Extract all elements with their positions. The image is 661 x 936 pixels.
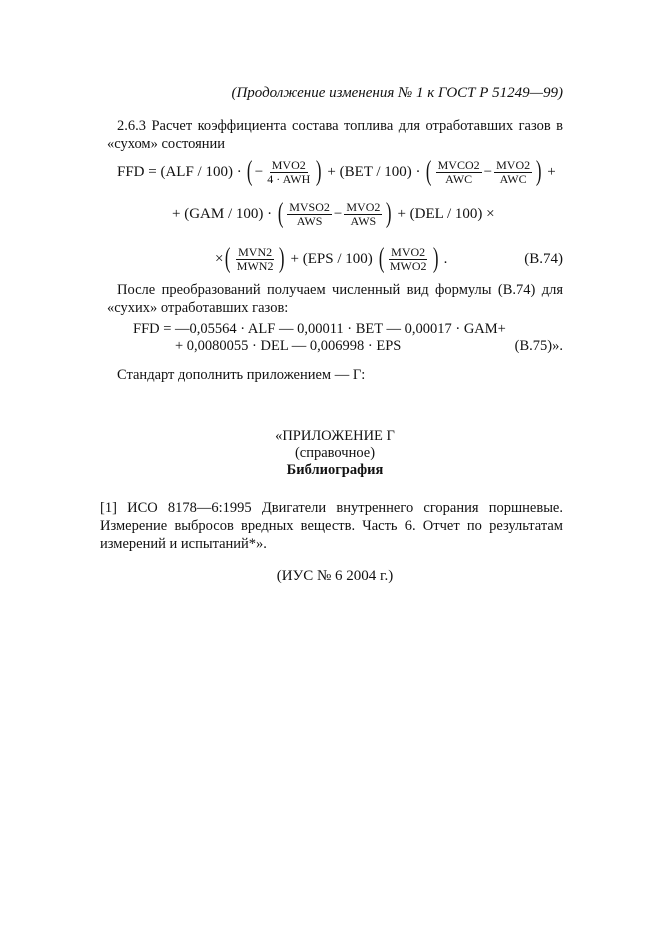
fraction: $\frac{\text{MVCO2}}{\text{AWC}}$ <box>437 157 480 186</box>
appendix-header <box>107 428 563 479</box>
fraction: $\frac{\text{MVN2}}{\text{MWN2}}$ <box>236 244 274 273</box>
formula-b74-line1: FFD = (ALF / 100) · ( − $\frac{\text{MVO2}}{\text{4 · AWH}}$ ) + (BET / 100) · ( $\frac{\text{MVCO2}}{\text{AWC}}$ − $\frac{\text{MVO2}}{\text{AWC}}$ ) + <box>117 156 556 187</box>
formula-b75-line2: + 0,0080055 · DEL — 0,006998 · EPS <box>175 338 402 354</box>
formula-b75-line1: FFD = —0,05564 · ALF — 0,00011 · BET — 0,00017 · GAM+ <box>133 321 506 337</box>
equation-number: (B.74) <box>524 250 563 267</box>
appendix-title: «ПРИЛОЖЕНИЕ Г <box>275 428 395 444</box>
formula-b74-line2: + (GAM / 100) · ( $\frac{\text{MVSO2}}{\text{AWS}}$ − $\frac{\text{MVO2}}{\text{AWS}}$ ) + (DEL / 100) × <box>172 198 495 229</box>
fraction: $\frac{\text{MVO2}}{\text{4 · AWH}}$ <box>267 157 311 186</box>
fraction: $\frac{\text{MVO2}}{\text{AWS}}$ <box>346 199 381 228</box>
appendix-heading: Библиография <box>286 462 384 478</box>
formula-text: + (DEL / 100) × <box>397 205 495 222</box>
bibliography-item: [1] ИСО 8178—6:1995 Двигатели внутреннего сгорания поршневые. Измерение выбросов вредных веществ. Часть 6. Отчет по результатам измерений и испытаний*». <box>100 500 563 552</box>
supplement-note: Стандарт дополнить приложением — Г: <box>117 367 366 383</box>
page-header: (Продолжение изменения № 1 к ГОСТ Р 51249—99) <box>231 85 563 101</box>
formula-text: + (BET / 100) · <box>327 163 421 180</box>
formula-text: + (EPS / 100) <box>290 250 373 267</box>
formula-text: − <box>254 163 264 180</box>
formula-b75 <box>133 321 563 355</box>
formula-text: FFD = (ALF / 100) · <box>117 163 242 180</box>
fraction: $\frac{\text{MVO2}}{\text{AWC}}$ <box>496 157 531 186</box>
formula-b74-line3: × ( $\frac{\text{MVN2}}{\text{MWN2}}$ ) + (EPS / 100) ( $\frac{\text{MVO2}}{\text{MWO2}}$ ) . (B.74) <box>215 243 563 274</box>
fraction: $\frac{\text{MVO2}}{\text{MWO2}}$ <box>389 244 427 273</box>
after-formula-text: После преобразований получаем численный вид формулы (B.74) для «сухих» отработавших газов: <box>107 282 563 316</box>
appendix-subtitle: (справочное) <box>294 445 376 461</box>
fraction: $\frac{\text{MVSO2}}{\text{AWS}}$ <box>289 199 330 228</box>
section-intro: 2.6.3 Расчет коэффициента состава топлива для отработавших газов в «сухом» состоянии <box>107 118 563 152</box>
formula-text: + (GAM / 100) · <box>172 205 273 222</box>
footer-note: (ИУС № 6 2004 г.) <box>276 568 394 584</box>
equation-number: (B.75)». <box>514 338 563 354</box>
